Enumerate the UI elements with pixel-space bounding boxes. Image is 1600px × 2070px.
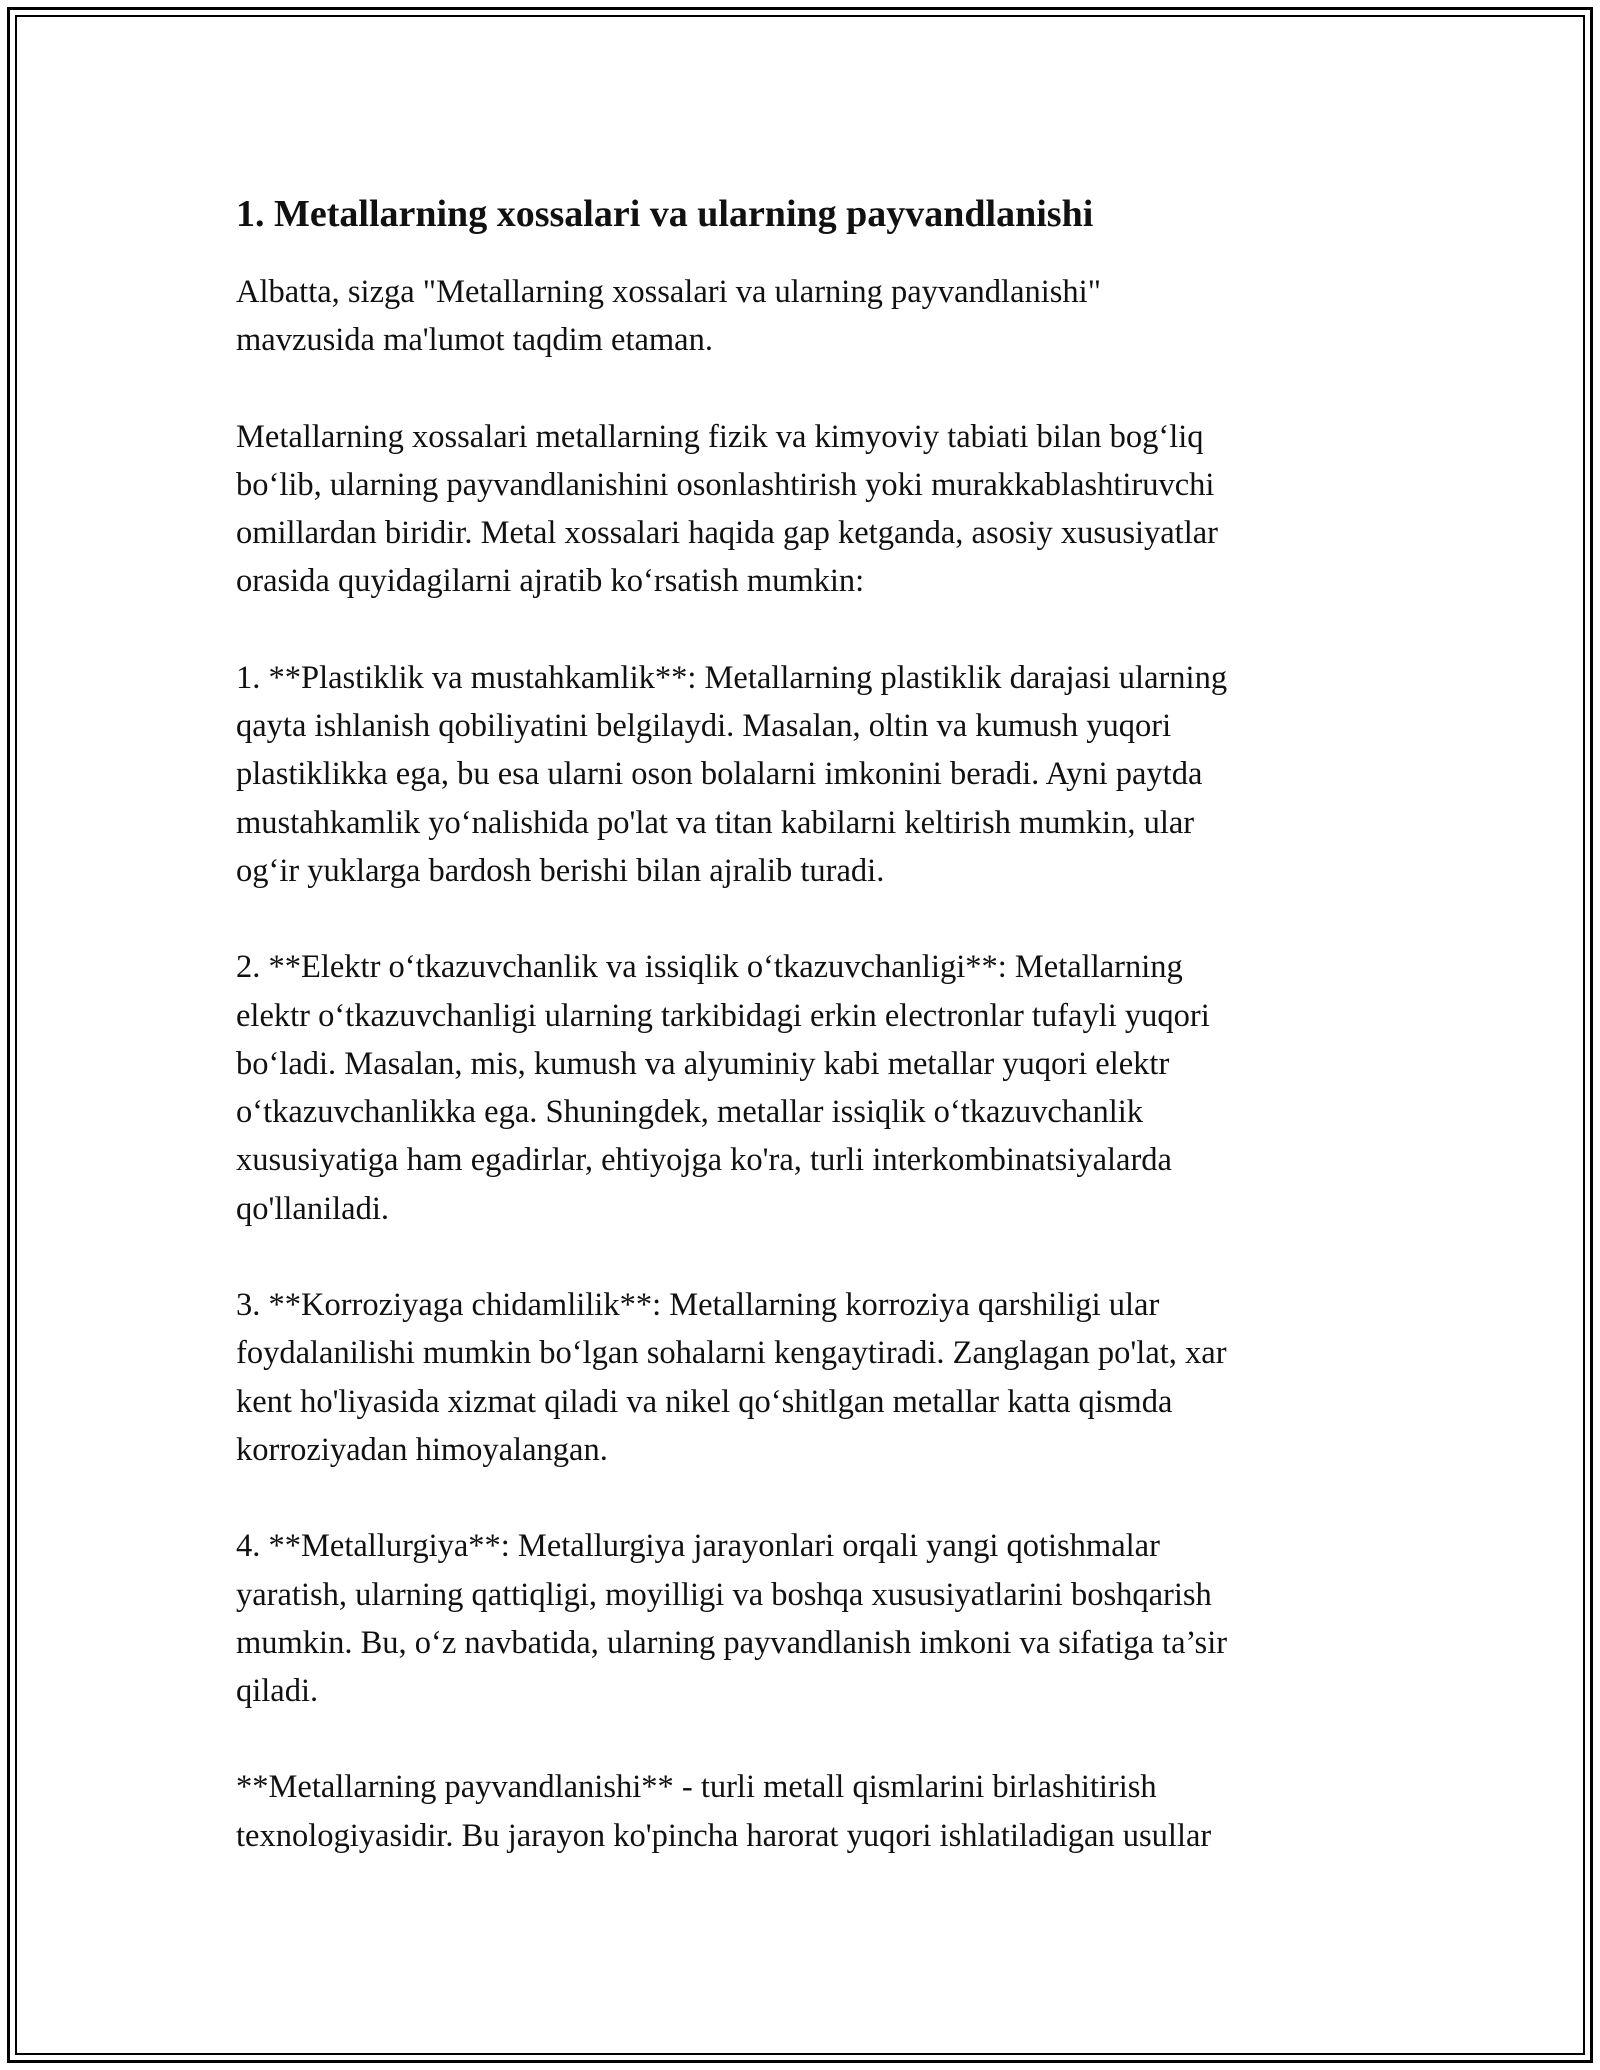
text-line: 2. **Elektr o‘tkazuvchanlik va issiqlik o‘tkazuvchanligi**: Metallarning	[236, 949, 1183, 986]
text-line: plastiklikka ega, bu esa ularni oson bolalarni imkonini beradi. Ayni paytda	[236, 756, 1203, 793]
text-line: Metallarning xossalari metallarning fizik va kimyoviy tabiati bilan bog‘liq	[236, 418, 1204, 455]
list-item-conductivity	[236, 943, 1366, 1233]
text-line: bo‘ladi. Masalan, mis, kumush va alyuminiy kabi metallar yuqori elektr	[236, 1045, 1170, 1082]
text-line: 4. **Metallurgiya**: Metallurgiya jarayonlari orqali yangi qotishmalar	[236, 1528, 1160, 1565]
text-line: 1. **Plastiklik va mustahkamlik**: Metallarning plastiklik darajasi ularning	[236, 659, 1228, 696]
text-line: qo'llaniladi.	[236, 1190, 389, 1227]
list-item-metallurgy	[236, 1522, 1366, 1715]
paragraph-welding	[236, 1763, 1366, 1860]
text-line: 3. **Korroziyaga chidamlilik**: Metallarning korroziya qarshiligi ular	[236, 1287, 1160, 1324]
text-line: mavzusida ma'lumot taqdim etaman.	[236, 322, 713, 359]
text-line: mustahkamlik yo‘nalishida po'lat va titan kabilarni keltirish mumkin, ular	[236, 804, 1195, 841]
text-line: elektr o‘tkazuvchanligi ularning tarkibidagi erkin electronlar tufayli yuqori	[236, 997, 1210, 1034]
text-line: Albatta, sizga "Metallarning xossalari va ularning payvandlanishi"	[236, 274, 1101, 310]
text-line: texnologiyasidir. Bu jarayon ko'pincha harorat yuqori ishlatiladigan usullar	[236, 1817, 1212, 1854]
text-line: qayta ishlanish qobiliyatini belgilaydi. Masalan, oltin va kumush yuqori	[236, 708, 1172, 745]
text-line: qiladi.	[236, 1673, 319, 1710]
paragraph-intro	[236, 268, 1366, 365]
text-line: foydalanilishi mumkin bo‘lgan sohalarni kengaytiradi. Zanglagan po'lat, xar	[236, 1335, 1227, 1372]
text-line: omillardan biridir. Metal xossalari haqida gap ketganda, asosiy xususiyatlar	[236, 515, 1218, 552]
page-title: 1. Metallarning xossalari va ularning payvandlanishi	[236, 193, 1094, 235]
text-line: **Metallarning payvandlanishi** - turli metall qismlarini birlashitirish	[236, 1769, 1157, 1806]
text-line: orasida quyidagilarni ajratib ko‘rsatish mumkin:	[236, 563, 865, 600]
text-line: o‘tkazuvchanlikka ega. Shuningdek, metallar issiqlik o‘tkazuvchanlik	[236, 1094, 1144, 1131]
text-line: mumkin. Bu, o‘z navbatida, ularning payvandlanish imkoni va sifatiga ta’sir	[236, 1624, 1228, 1661]
text-line: bo‘lib, ularning payvandlanishini osonlashtirish yoki murakkablashtiruvchi	[236, 466, 1215, 503]
document-body	[236, 186, 1366, 1908]
text-line: og‘ir yuklarga bardosh berishi bilan ajralib turadi.	[236, 852, 885, 889]
text-line: xususiyatiga ham egadirlar, ehtiyojga ko'ra, turli interkombinatsiyalarda	[236, 1142, 1172, 1179]
text-line: kent ho'liyasida xizmat qiladi va nikel qo‘shitlgan metallar katta qismda	[236, 1383, 1173, 1420]
text-line: korroziyadan himoyalangan.	[236, 1431, 608, 1468]
list-item-plasticity	[236, 654, 1366, 895]
text-line: yaratish, ularning qattiqligi, moyilligi va boshqa xususiyatlarini boshqarish	[236, 1576, 1212, 1613]
paragraph-overview	[236, 413, 1366, 606]
list-item-corrosion	[236, 1281, 1366, 1474]
